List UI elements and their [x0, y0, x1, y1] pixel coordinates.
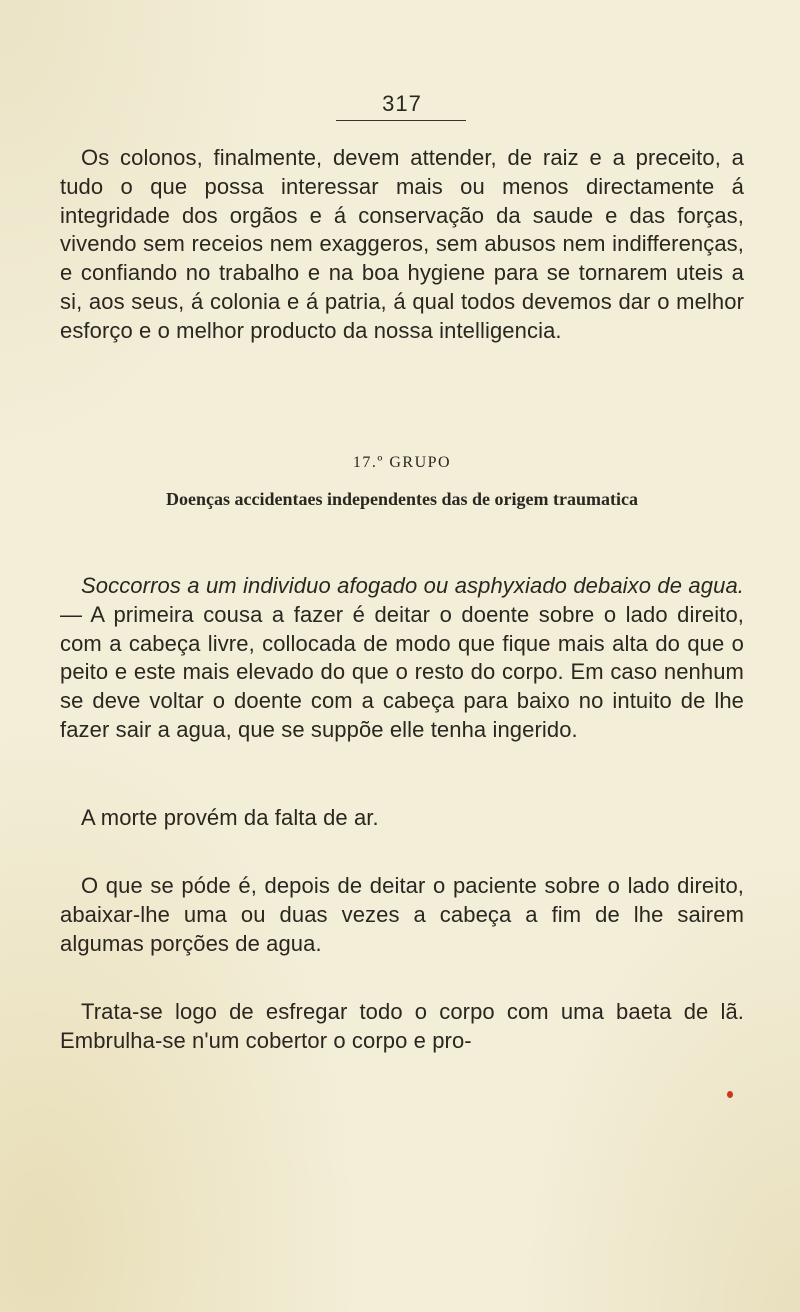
page-number: 317 — [382, 91, 422, 116]
ink-speck — [727, 1091, 733, 1098]
paragraph-soccorros-body: — A primeira cousa a fazer é deitar o doente sobre o lado direito, com a cabeça livre, collocada de modo que fique mais alta do que o peito e este mais elevado do que o resto do corpo. Em caso nenhum se deve voltar o doente com a cabeça para baixo no intuito de lhe fazer sair a agua, que se suppõe elle tenha ingerido. — [60, 601, 744, 742]
page-number-rule — [336, 120, 466, 121]
paragraph-soccorros-lead: Soccorros a um individuo afogado ou asphyxiado debaixo de agua. — [81, 573, 744, 598]
paragraph-lado-direito: O que se póde é, depois de deitar o paciente sobre o lado direito, abaixar-lhe uma ou duas vezes a cabeça a fim de lhe sairem algumas porções de agua. — [60, 873, 744, 956]
paragraph-soccorros — [60, 572, 744, 745]
paragraph-colonos: Os colonos, finalmente, devem attender, de raiz e a preceito, a tudo o que possa interessar mais ou menos directamente á integridade dos orgãos e á conservação da saude e das forças, vivendo sem receios nem exaggeros, sem abusos nem indifferenças, e confiando no trabalho e na boa hygiene para se tornarem uteis a si, aos seus, á colonia e á patria, á qual todos devemos dar o melhor esforço e o melhor producto da nossa intelligencia. — [60, 145, 744, 343]
section-heading: Doenças accidentaes independentes das de origem traumatica — [166, 489, 638, 509]
paragraph-morte: A morte provém da falta de ar. — [81, 805, 379, 830]
book-page — [60, 0, 744, 1312]
section-number: 17.º GRUPO — [352, 454, 452, 471]
paragraph-esfregar: Trata-se logo de esfregar todo o corpo com uma baeta de lã. Embrulha-se n'um cobertor o corpo e pro- — [60, 999, 744, 1053]
